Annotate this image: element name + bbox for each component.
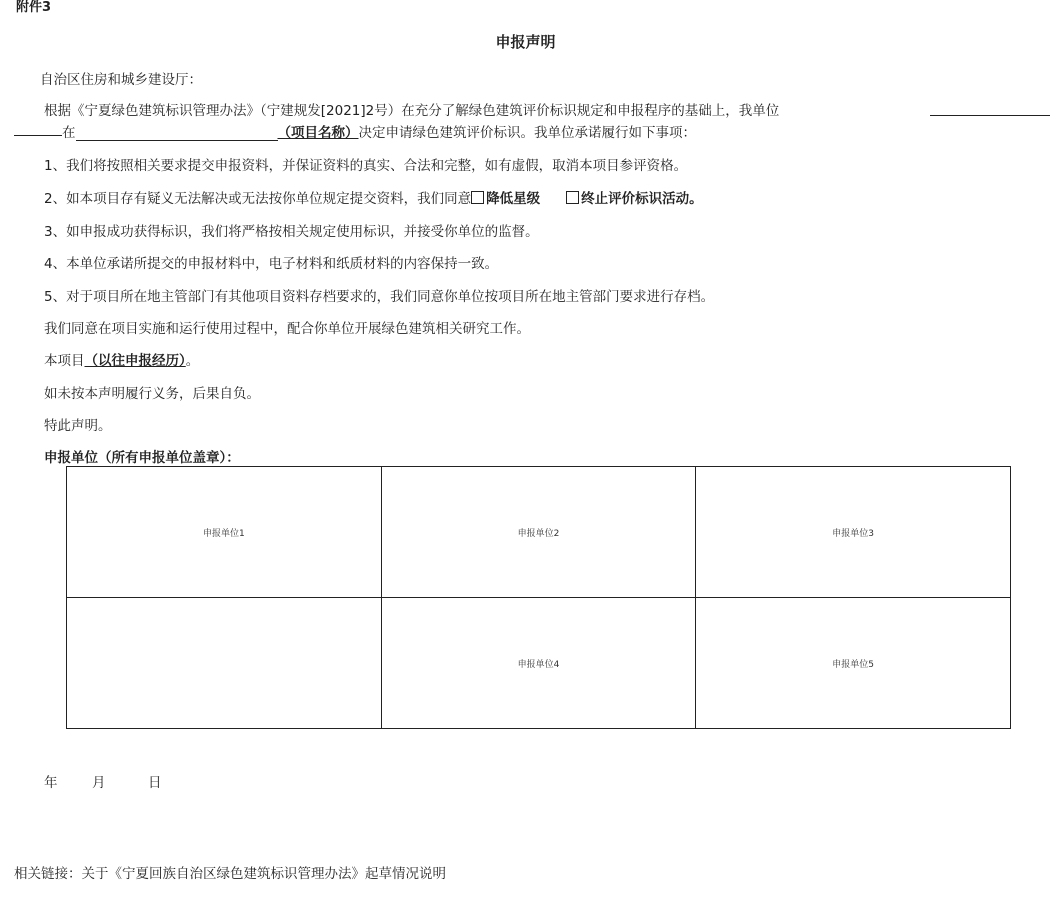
project-suffix: 。: [185, 353, 200, 369]
commitment-item-5: 5、对于项目所在地主管部门有其他项目资料存档要求的，我们同意你单位按项目所在地主管部门要求进行存档。: [44, 289, 715, 305]
unit-cell-5: 申报单位5: [696, 598, 1011, 729]
date-month: 月: [92, 775, 106, 791]
page-title: 申报声明: [495, 33, 556, 51]
checkbox-terminate[interactable]: [566, 191, 579, 204]
project-history-placeholder: （以往申报经历）: [84, 353, 186, 369]
intro-text-1: 根据《宁夏绿色建筑标识管理办法》（宁建规发[2021]2号）在充分了解绿色建筑评价标识规定和申报程序的基础上，我单位: [44, 103, 780, 119]
table-row: [67, 467, 1011, 598]
project-name-placeholder: （项目名称）: [277, 125, 359, 141]
option-terminate: 终止评价标识活动。: [581, 191, 703, 207]
applicant-units-table: [66, 466, 1011, 729]
research-agreement: 我们同意在项目实施和运行使用过程中，配合你单位开展绿色建筑相关研究工作。: [44, 321, 530, 337]
commitment-item-2: [44, 187, 703, 207]
liability-statement: 如未按本声明履行义务，后果自负。: [44, 386, 260, 402]
project-history-line: [44, 349, 199, 369]
unit-cell-1: 申报单位1: [67, 467, 382, 598]
intro-line-1: [44, 99, 779, 119]
commitment-item-1: 1、我们将按照相关要求提交申报资料，并保证资料的真实、合法和完整，如有虚假，取消本项目参评资格。: [44, 158, 688, 174]
intro-line-2: [62, 121, 696, 141]
date-day: 日: [148, 775, 162, 791]
project-prefix: 本项目: [44, 353, 85, 369]
unit-cell-3: 申报单位3: [696, 467, 1011, 598]
units-heading: 申报单位（所有申报单位盖章）：: [44, 450, 240, 466]
addressee: 自治区住房和城乡建设厅：: [40, 72, 202, 88]
table-row: [67, 598, 1011, 729]
commitment-item-4: 4、本单位承诺所提交的申报材料中，电子材料和纸质材料的内容保持一致。: [44, 256, 499, 272]
unit-cell-empty: [67, 598, 382, 729]
unit-name-blank: [930, 101, 1050, 116]
option-lower-star: 降低星级: [486, 191, 541, 207]
item2-text: 2、如本项目存有疑义无法解决或无法按你单位规定提交资料，我们同意: [44, 191, 472, 207]
at-word: 在: [62, 125, 76, 141]
unit-cell-4: 申报单位4: [381, 598, 696, 729]
attachment-label: 附件3: [16, 0, 52, 15]
unit-cell-2: 申报单位2: [381, 467, 696, 598]
related-link[interactable]: 相关链接：关于《宁夏回族自治区绿色建筑标识管理办法》起草情况说明: [14, 866, 446, 882]
intro-text-2: 决定申请绿色建筑评价标识。我单位承诺履行如下事项：: [358, 125, 696, 141]
unit-name-blank-cont: [14, 121, 62, 136]
commitment-item-3: 3、如申报成功获得标识，我们将严格按相关规定使用标识，并接受你单位的监督。: [44, 224, 539, 240]
location-blank: [76, 126, 278, 141]
checkbox-lower-star[interactable]: [471, 191, 484, 204]
date-year: 年: [44, 775, 58, 791]
declare-statement: 特此声明。: [44, 418, 112, 434]
